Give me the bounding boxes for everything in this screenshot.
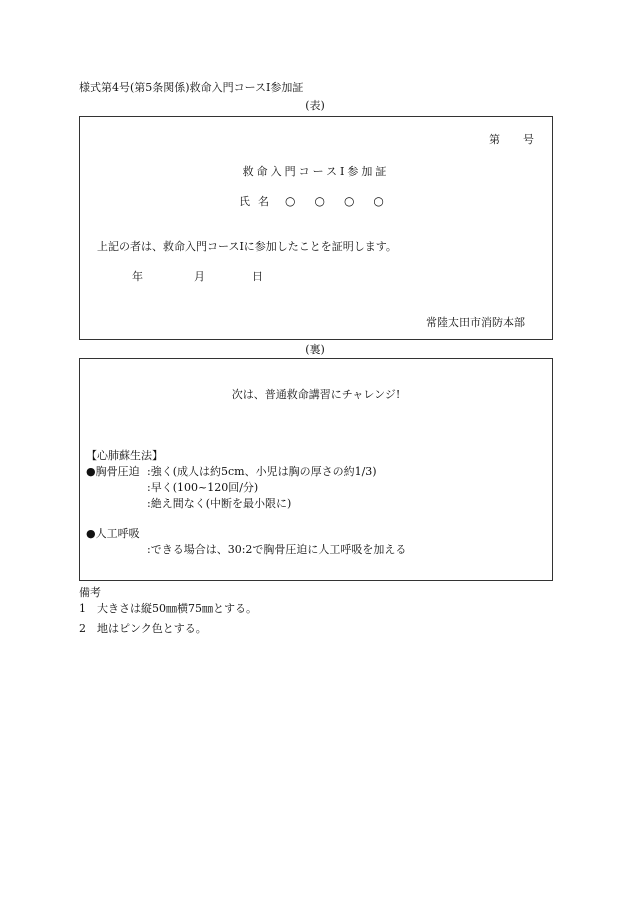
chest-compression-label: 胸骨圧迫 xyxy=(95,465,140,478)
name-label: 氏名 xyxy=(239,195,277,208)
number-suffix: 号 xyxy=(523,133,535,146)
bullet-icon: ● xyxy=(86,465,96,478)
date-year-label: 年 xyxy=(132,270,143,283)
number-prefix: 第 xyxy=(489,133,501,146)
date-row xyxy=(132,271,263,282)
notes-heading: 備考 xyxy=(79,586,101,599)
rescue-breathing-label: 人工呼吸 xyxy=(95,527,140,540)
compression-point: :早く(100~120回/分) xyxy=(147,481,259,494)
bullet-icon: ● xyxy=(86,527,96,540)
back-side-label: (裏) xyxy=(305,343,325,356)
compression-point: :強く(成人は約5cm、小児は胸の厚さの約1/3) xyxy=(147,465,377,478)
note-item xyxy=(79,603,257,614)
issuer-name: 常陸太田市消防本部 xyxy=(426,316,525,329)
certificate-back-card xyxy=(79,358,553,581)
date-day-label: 日 xyxy=(252,270,263,283)
certificate-number xyxy=(489,134,535,145)
challenge-message: 次は、普通救命講習にチャレンジ! xyxy=(231,388,401,401)
certification-statement: 上記の者は、救命入門コースⅠに参加したことを証明します。 xyxy=(97,240,397,253)
note-number: 1 xyxy=(79,602,86,615)
note-item xyxy=(79,623,207,634)
cpr-heading: 【心肺蘇生法】 xyxy=(86,449,163,462)
compression-point: :絶え間なく(中断を最小限に) xyxy=(147,497,292,510)
front-side-label: (表) xyxy=(305,99,325,112)
certificate-title: 救命入門コースⅠ参加証 xyxy=(242,165,390,178)
chest-compression-item xyxy=(86,466,140,477)
note-text: 大きさは縦50㎜横75㎜とする。 xyxy=(97,602,257,615)
rescue-breathing-item xyxy=(86,528,140,539)
date-month-label: 月 xyxy=(194,270,205,283)
certificate-front-card xyxy=(79,116,553,340)
name-placeholder: ○○○○ xyxy=(285,194,403,208)
note-text: 地はピンク色とする。 xyxy=(97,622,207,635)
breathing-point: :できる場合は、30:2で胸骨圧迫に人工呼吸を加える xyxy=(147,543,407,556)
name-row xyxy=(239,195,403,207)
form-title: 様式第4号(第5条関係)救命入門コースⅠ参加証 xyxy=(79,81,304,94)
note-number: 2 xyxy=(79,622,86,635)
